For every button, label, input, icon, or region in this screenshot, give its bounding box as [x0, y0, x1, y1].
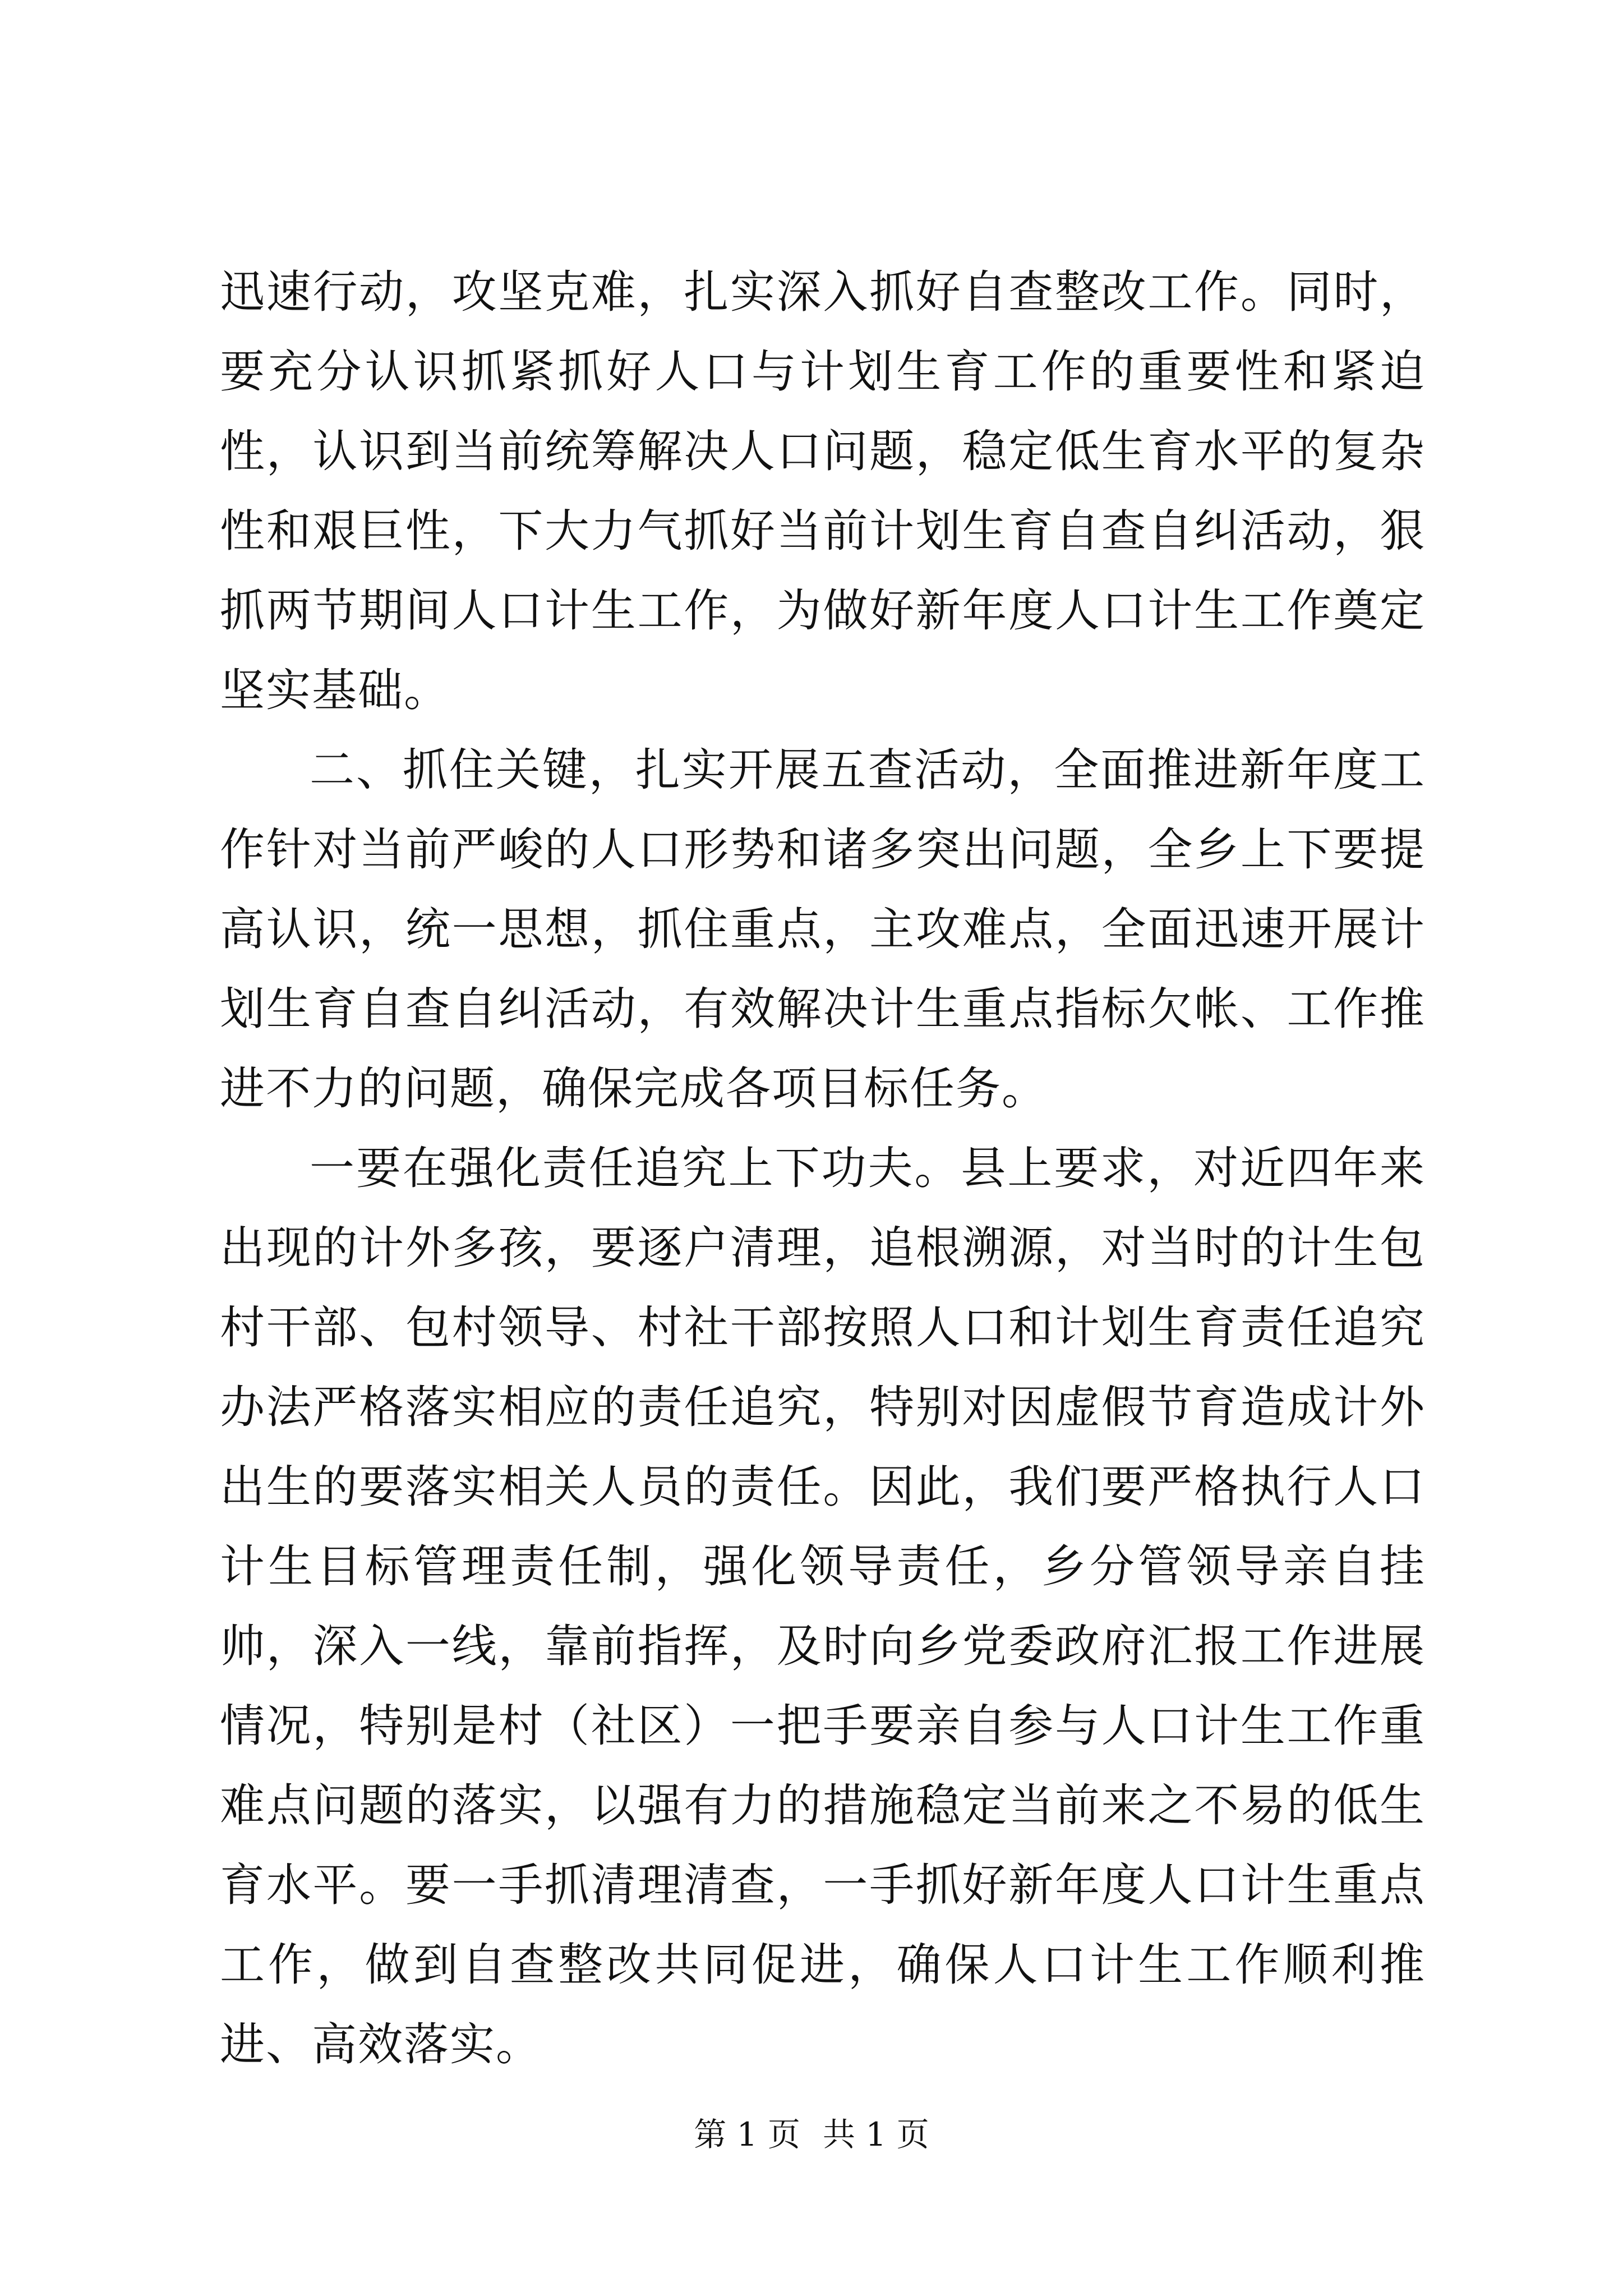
paragraph-1: 迅速行动，攻坚克难，扎实深入抓好自查整改工作。同时，要充分认识抓紧抓好人口与计划生育工作的重要性和紧迫性，认识到当前统筹解决人口问题，稳定低生育水平的复杂性和艰巨性，下大力气抓好当前计划生育自查自纠活动，狠抓两节期间人口计生工作，为做好新年度人口计生工作奠定坚实基础。	[220, 266, 1426, 716]
paragraph-3: 一要在强化责任追究上下功夫。县上要求，对近四年来出现的计外多孩，要逐户清理，追根溯源，对当时的计生包村干部、包村领导、村社干部按照人口和计划生育责任追究办法严格落实相应的责任追究，特别对因虚假节育造成计外出生的要落实相关人员的责任。因此，我们要严格执行人口计生目标管理责任制，强化领导责任，乡分管领导亲自挂帅，深入一线，靠前指挥，及时向乡党委政府汇报工作进展情况，特别是村（社区）一把手要亲自参与人口计生工作重难点问题的落实，以强有力的措施稳定当前来之不易的低生育水平。要一手抓清理清查，一手抓好新年度人口计生重点工作，做到自查整改共同促进，确保人口计生工作顺利推进、高效落实。	[220, 1142, 1426, 2070]
page-footer	[0, 2112, 1623, 2157]
document-body	[220, 252, 1426, 2085]
paragraph-2: 二、抓住关键，扎实开展五查活动，全面推进新年度工作针对当前严峻的人口形势和诸多突出问题，全乡上下要提高认识，统一思想，抓住重点，主攻难点，全面迅速开展计划生育自查自纠活动，有效解决计生重点指标欠帐、工作推进不力的问题，确保完成各项目标任务。	[220, 744, 1426, 1115]
page-number: 第 1 页	[694, 2115, 800, 2154]
page-total: 共 1 页	[823, 2115, 929, 2154]
